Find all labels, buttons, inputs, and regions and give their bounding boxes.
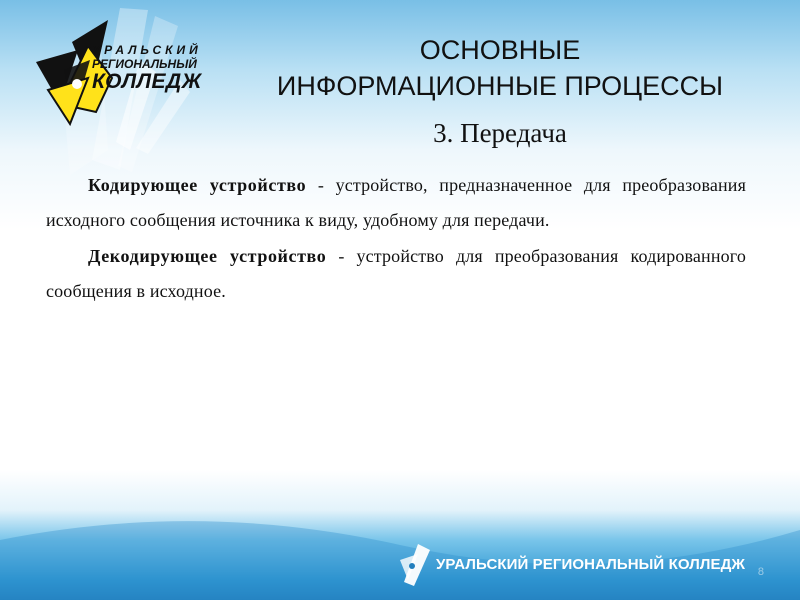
slide-subtitle: 3. Передача	[433, 118, 567, 148]
footer-logo-icon	[396, 542, 436, 588]
slide-body	[46, 168, 746, 308]
definition-term: Декодирующее устройство	[88, 246, 327, 266]
logo-line-1: УРАЛЬСКИЙ	[92, 43, 202, 57]
definition-term: Кодирующее устройство	[88, 175, 307, 195]
slide-number: 8	[757, 566, 764, 578]
logo-line-2: РЕГИОНАЛЬНЫЙ	[92, 57, 197, 71]
definition-text: - устройство для преобразования кодированного сообщения в исходное.	[46, 246, 746, 301]
footer-college-name: УРАЛЬСКИЙ РЕГИОНАЛЬНЫЙ КОЛЛЕДЖ	[436, 556, 746, 573]
slide-title	[200, 32, 800, 104]
definition-text: - устройство, предназначенное для преобразования исходного сообщения источника к виду, удобному для передачи.	[46, 175, 747, 230]
title-line-1: ОСНОВНЫЕ	[419, 35, 581, 65]
college-logo-text	[92, 44, 212, 92]
definition-paragraph	[46, 168, 746, 237]
logo-line-3: КОЛЛЕДЖ	[92, 70, 202, 93]
title-line-2: ИНФОРМАЦИОННЫЕ ПРОЦЕССЫ	[276, 71, 724, 101]
definition-paragraph	[46, 239, 746, 308]
